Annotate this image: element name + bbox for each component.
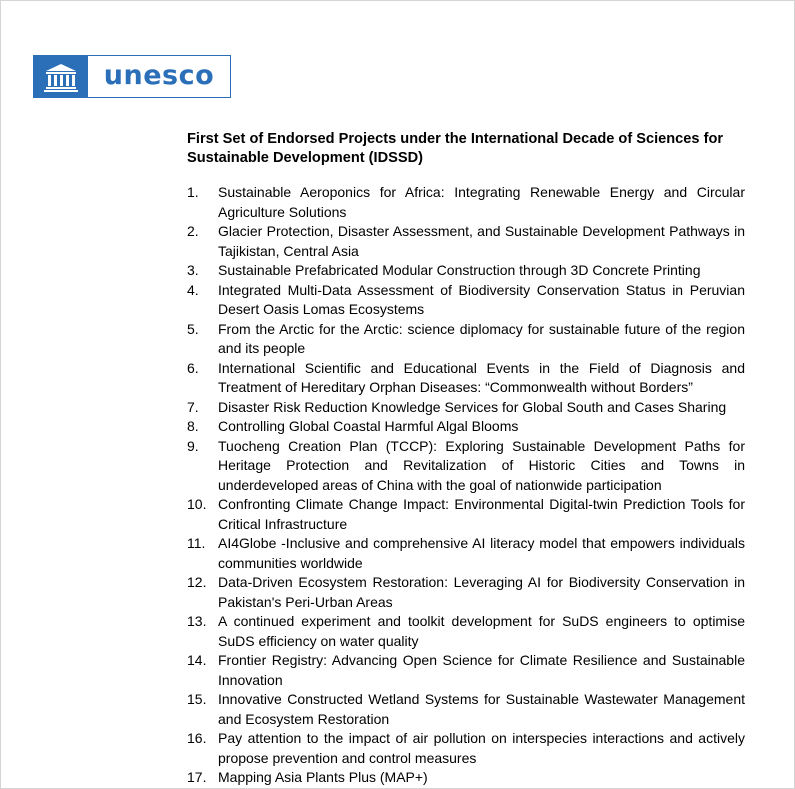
project-title: Pay attention to the impact of air pollution on interspecies interactions and actively propose prevention and control measures — [218, 730, 745, 766]
project-item — [187, 261, 745, 281]
project-title: Innovative Constructed Wetland Systems for Sustainable Wastewater Management and Ecosystem Restoration — [218, 691, 745, 727]
project-item — [187, 495, 745, 534]
project-number: 10. — [187, 496, 207, 512]
project-number: 1. — [187, 184, 199, 200]
project-number: 11. — [187, 535, 206, 551]
project-item — [187, 768, 745, 788]
project-item — [187, 573, 745, 612]
project-number: 16. — [187, 730, 207, 746]
project-title: Tuocheng Creation Plan (TCCP): Exploring Sustainable Development Paths for Heritage Protection and Revitalization of Historic Cities and Towns in underdeveloped areas of China with the goal of nationwide participation — [218, 437, 745, 493]
project-title: AI4Globe -Inclusive and comprehensive AI literacy model that empowers individuals communities worldwide — [218, 535, 745, 571]
project-number: 4. — [187, 281, 199, 298]
project-number: 17. — [187, 769, 207, 785]
project-item — [187, 222, 745, 261]
project-title: Controlling Global Coastal Harmful Algal Blooms — [218, 418, 519, 434]
document-title: First Set of Endorsed Projects under the International Decade of Sciences for Sustainable Development (IDSSD) — [187, 131, 724, 166]
project-item — [187, 437, 745, 496]
project-item — [187, 183, 745, 222]
project-item — [187, 417, 745, 437]
project-list — [187, 183, 745, 788]
project-item — [187, 359, 745, 398]
project-title: A continued experiment and toolkit development for SuDS engineers to optimise SuDS efficiency on water quality — [218, 613, 745, 649]
project-item — [187, 612, 745, 651]
project-item — [187, 690, 745, 729]
project-number: 7. — [187, 398, 199, 415]
project-title: From the Arctic for the Arctic: science diplomacy for sustainable future of the region and its people — [218, 320, 745, 356]
project-title: International Scientific and Educational Events in the Field of Diagnosis and Treatment of Hereditary Orphan Diseases: “Commonwealth without Borders” — [218, 359, 745, 395]
project-number: 5. — [187, 320, 199, 337]
project-title: Integrated Multi-Data Assessment of Biodiversity Conservation Status in Peruvian Desert Oasis Lomas Ecosystems — [218, 281, 745, 317]
project-title: Glacier Protection, Disaster Assessment, and Sustainable Development Pathways in Tajikistan, Central Asia — [218, 223, 745, 259]
project-number: 9. — [187, 437, 199, 454]
project-title: Sustainable Aeroponics for Africa: Integrating Renewable Energy and Circular Agriculture Solutions — [218, 184, 745, 220]
project-item — [187, 729, 745, 768]
project-item — [187, 534, 745, 573]
temple-icon — [34, 56, 88, 97]
project-item — [187, 651, 745, 690]
unesco-wordmark: unesco — [103, 60, 215, 91]
project-number: 15. — [187, 691, 207, 707]
project-title: Sustainable Prefabricated Modular Construction through 3D Concrete Printing — [218, 262, 701, 278]
project-number: 8. — [187, 418, 199, 434]
project-number: 12. — [187, 574, 207, 590]
project-number: 2. — [187, 223, 199, 239]
project-number: 3. — [187, 262, 199, 278]
unesco-logo — [33, 55, 231, 98]
project-number: 6. — [187, 359, 199, 376]
project-number: 13. — [187, 613, 207, 629]
project-item — [187, 398, 745, 418]
project-item — [187, 320, 745, 359]
project-title: Disaster Risk Reduction Knowledge Services for Global South and Cases Sharing — [218, 398, 727, 415]
project-number: 14. — [187, 652, 207, 668]
project-item — [187, 281, 745, 320]
project-title: Data-Driven Ecosystem Restoration: Leveraging AI for Biodiversity Conservation in Pakistan's Peri-Urban Areas — [218, 574, 745, 610]
project-title: Confronting Climate Change Impact: Environmental Digital-twin Prediction Tools for Critical Infrastructure — [218, 496, 745, 532]
project-title: Frontier Registry: Advancing Open Science for Climate Resilience and Sustainable Innovation — [218, 652, 745, 688]
project-title: Mapping Asia Plants Plus (MAP+) — [218, 769, 428, 785]
